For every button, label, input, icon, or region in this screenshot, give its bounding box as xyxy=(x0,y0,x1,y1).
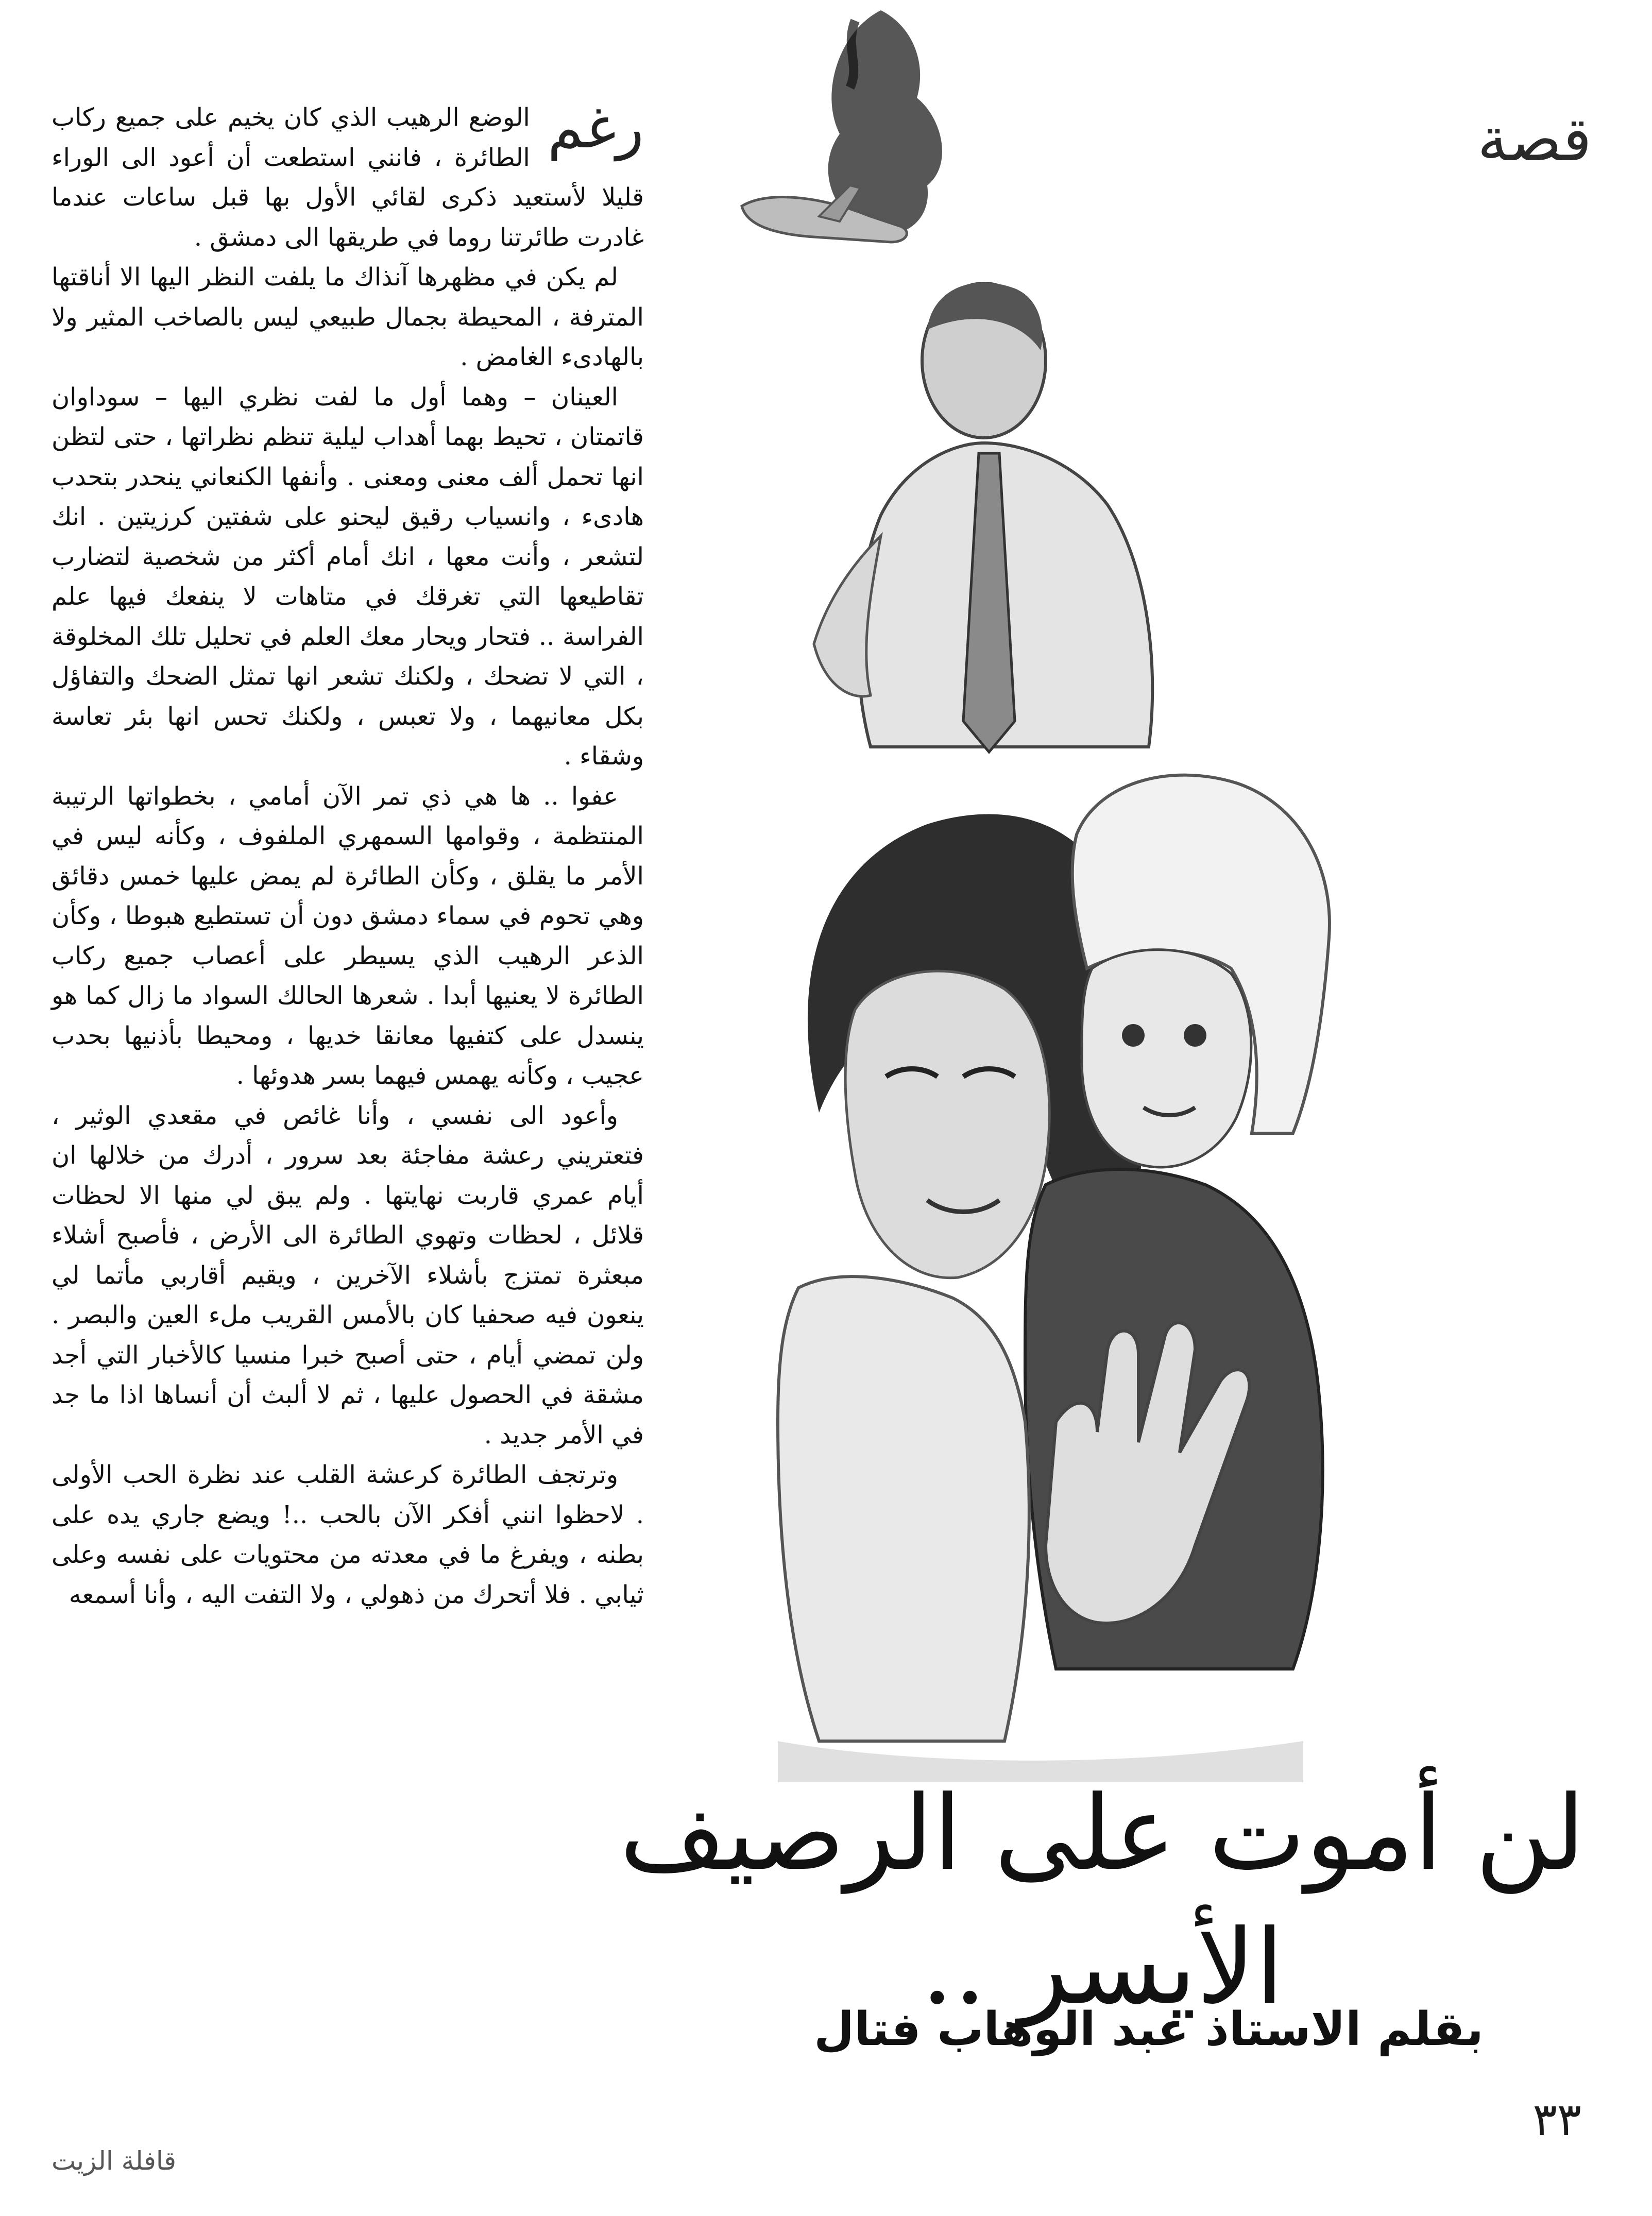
article-paragraph: وترتجف الطائرة كرعشة القلب عند نظرة الحب الأولى . لاحظوا انني أفكر الآن بالحب ..! ويضع جاري يده على بطنه ، ويفرغ ما في معدته من محتويات على نفسه وعلى ثيابي . فلا أتحرك من ذهولي ، ولا التفت اليه ، وأنا أسمعه xyxy=(52,1460,644,1609)
article-body xyxy=(52,94,644,2076)
lead-word: رغم xyxy=(547,94,644,161)
page-number: ٣٣ xyxy=(1532,2093,1581,2146)
story-illustration xyxy=(685,0,1473,1813)
story-title: لن أموت على الرصيف الأيسر .. xyxy=(619,1774,1586,2027)
article-paragraph xyxy=(52,94,644,258)
article-paragraph: عفوا .. ها هي ذي تمر الآن أمامي ، بخطواتها الرتيبة المنتظمة ، وقوامها السمهري الملفوف ، وكأنه ليس في الأمر ما يقلق ، وكأن الطائرة لم يمض عليها خمس دقائق وهي تحوم في سماء دمشق دون أن تستطيع هبوطا ، وكأن الذعر الرهيب الذي يسيطر على أعصاب جميع ركاب الطائرة لا يعنيها أبدا . شعرها الحالك السواد ما زال كما هو ينسدل على كتفيها معانقا خديها ، ومحيطا بأذنيها بحدب عجيب ، وكأنه يهمس فيهما بسر هدوئها . xyxy=(52,781,644,1090)
woman-body xyxy=(778,1276,1029,1741)
article-paragraph: العينان – وهما أول ما لفت نظري اليها – سوداوان قاتمتان ، تحيط بهما أهداب ليلية تنظم نظراتها ، حتى لتظن انها تحمل ألف معنى ومعنى . وأنفها الكنعاني ينحدر بتحدب هادىء ، وانسياب رقيق ليحنو على شفتين كرزيتين . انك لتشعر ، وأنت معها ، انك أمام أكثر من شخصية لتضارب تقاطيعها التي تغرقك في متاهات لا ينفعك فيها علم الفراسة .. فتحار ويحار معك العلم في تحليل تلك المخلوقة ، التي لا تضحك ، ولكنك تشعر انها تمثل الضحك والتفاؤل بكل معانيهما ، ولا تعبس ، ولكنك تحس انها بئر تعاسة وشقاء . xyxy=(52,382,644,771)
footer-magazine-name: قافلة الزيت xyxy=(52,2146,177,2176)
article-paragraph: لم يكن في مظهرها آنذاك ما يلفت النظر اليها الا أناقتها المترفة ، المحيطة بجمال طبيعي ليس بالصاخب المثير ولا بالهادىء الغامض . xyxy=(52,263,644,371)
paragraph-text: الوضع الرهيب الذي كان يخيم على جميع ركاب الطائرة ، فانني استطعت أن أعود الى الوراء قليلا لأستعيد ذكرى لقائي الأول بها قبل ساعات عندما غادرت طائرتنا روما في طريقها الى دمشق . xyxy=(52,103,644,252)
woman-face xyxy=(845,971,1049,1278)
story-byline: بقلم الاستاذ عبد الوهاب فتال xyxy=(814,2002,1484,2056)
child-face xyxy=(1082,950,1251,1167)
section-label: قصة xyxy=(1477,104,1592,175)
article-paragraph: وأعود الى نفسي ، وأنا غائص في مقعدي الوثير ، فتعتريني رعشة مفاجئة بعد سرور ، أدرك من خلالها ان أيام عمري قاربت نهايتها . ولم يبق لي منها الا لحظات قلائل ، لحظات وتهوي الطائرة الى الأرض ، فأصبح أشلاء مبعثرة تمتزج بأشلاء الآخرين ، ويقيم أقاربي مأتما لي ينعون فيه صحفيا كان بالأمس القريب ملء العين والبصر . ولن تمضي أيام ، حتى أصبح خبرا منسيا كالأخبار التي أجد مشقة في الحصول عليها ، ثم لا ألبث أن أنساها اذا ما جد في الأمر جديد . xyxy=(52,1101,644,1450)
